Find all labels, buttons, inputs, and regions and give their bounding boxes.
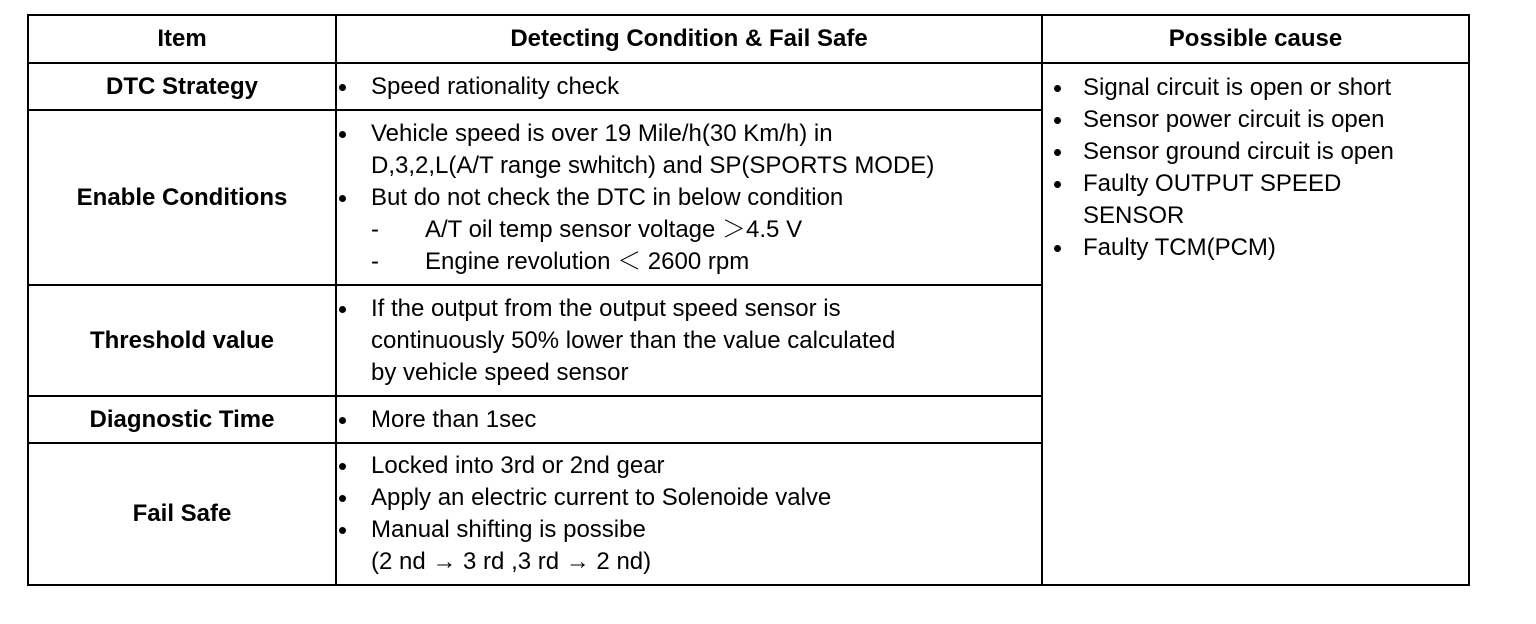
header-item: Item (28, 15, 336, 63)
bullet-item (1083, 104, 1468, 136)
continuation-text: D,3,2,L(A/T range swhitch) and SP(SPORTS MODE) (371, 151, 935, 179)
bullet-item (1083, 72, 1468, 104)
bullet-item (371, 293, 1041, 325)
bullet-dot-icon (1054, 181, 1061, 188)
bullet-dot-icon (339, 495, 346, 502)
bullet-dot-icon (339, 195, 346, 202)
bullet-item (371, 514, 1041, 546)
bullet-text: Sensor ground circuit is open (1083, 138, 1394, 165)
bullet-dot-icon (339, 84, 346, 91)
item-cell: Enable Conditions (28, 110, 336, 285)
header-row (28, 15, 1469, 63)
bullet-dot-icon (339, 306, 346, 313)
continuation-text: SENSOR (1083, 202, 1185, 229)
condition-cell (336, 63, 1042, 110)
sub-item (371, 214, 1041, 246)
bullet-item (371, 118, 1041, 150)
sub-item-text: A/T oil temp sensor voltage ＞4.5 V (425, 215, 803, 243)
bullet-text: Locked into 3rd or 2nd gear (371, 452, 665, 479)
bullet-dot-icon (1054, 149, 1061, 156)
bullet-item (371, 450, 1041, 482)
condition-cell (336, 443, 1042, 585)
bullet-item (371, 404, 1041, 436)
condition-cell (336, 285, 1042, 396)
item-cell: Fail Safe (28, 443, 336, 585)
cause-cell (1042, 63, 1469, 585)
sub-item (371, 246, 1041, 278)
continuation-text: (2 nd → 3 rd ,3 rd → 2 nd) (371, 548, 652, 575)
header-condition: Detecting Condition & Fail Safe (336, 15, 1042, 63)
bullet-dot-icon (339, 417, 346, 424)
bullet-text: Apply an electric current to Solenoide valve (371, 484, 832, 511)
bullet-text: More than 1sec (371, 405, 537, 433)
bullet-item (371, 482, 1041, 514)
bullet-item (1083, 168, 1468, 200)
item-cell: Diagnostic Time (28, 396, 336, 443)
condition-cell (336, 110, 1042, 285)
item-cell: DTC Strategy (28, 63, 336, 110)
bullet-dot-icon (339, 131, 346, 138)
bullet-text: Manual shifting is possibe (371, 516, 646, 543)
bullet-text: Sensor power circuit is open (1083, 106, 1385, 133)
sub-item-text: Engine revolution ＜ 2600 rpm (425, 247, 750, 275)
condition-cell (336, 396, 1042, 443)
bullet-text: Speed rationality check (371, 72, 620, 100)
dash-marker: - (371, 247, 379, 275)
bullet-dot-icon (339, 463, 346, 470)
diagnostic-table (27, 14, 1470, 586)
bullet-text: If the output from the output speed sensor is (371, 294, 841, 322)
row-dtc-strategy (28, 63, 1469, 110)
dash-marker: - (371, 215, 379, 243)
item-cell: Threshold value (28, 285, 336, 396)
bullet-item (371, 71, 1041, 103)
header-cause: Possible cause (1042, 15, 1469, 63)
bullet-dot-icon (1054, 85, 1061, 92)
continuation-text: by vehicle speed sensor (371, 358, 629, 386)
bullet-text: Signal circuit is open or short (1083, 74, 1392, 101)
bullet-item (1083, 136, 1468, 168)
bullet-item (1083, 232, 1468, 264)
bullet-text: Vehicle speed is over 19 Mile/h(30 Km/h) in (371, 119, 833, 147)
bullet-item (371, 182, 1041, 214)
bullet-dot-icon (1054, 117, 1061, 124)
bullet-text: But do not check the DTC in below condition (371, 183, 844, 211)
bullet-dot-icon (339, 527, 346, 534)
bullet-text: Faulty TCM(PCM) (1083, 234, 1276, 261)
bullet-dot-icon (1054, 245, 1061, 252)
bullet-text: Faulty OUTPUT SPEED (1083, 170, 1342, 197)
continuation-text: continuously 50% lower than the value calculated (371, 326, 896, 354)
